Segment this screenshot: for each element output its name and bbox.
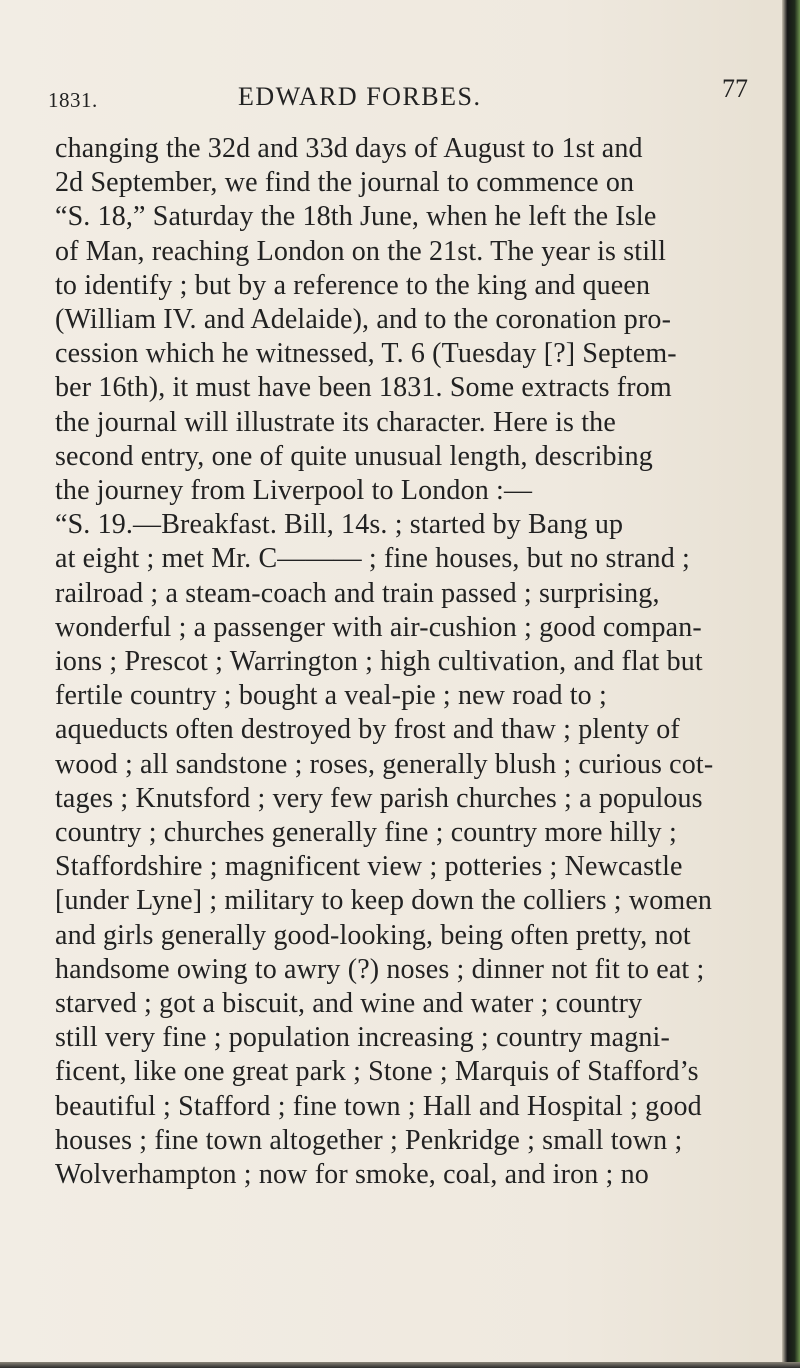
text-line: ions ; Prescot ; Warrington ; high cultivation, and flat but xyxy=(55,646,703,678)
text-line: aqueducts often destroyed by frost and thaw ; plenty of xyxy=(55,714,680,746)
page-number: 77 xyxy=(722,74,748,103)
text-line: “S. 18,” Saturday the 18th June, when he left the Isle xyxy=(55,201,657,233)
text-line: Staffordshire ; magnificent view ; potteries ; Newcastle xyxy=(55,851,683,883)
text-line: handsome owing to awry (?) noses ; dinner not fit to eat ; xyxy=(55,953,705,985)
text-line: to identify ; but by a reference to the king and queen xyxy=(55,269,651,301)
text-line: beautiful ; Stafford ; fine town ; Hall and Hospital ; good xyxy=(55,1090,702,1122)
page-header xyxy=(48,74,748,114)
text-line: Wolverhampton ; now for smoke, coal, and iron ; no xyxy=(55,1159,649,1191)
bottom-edge-shadow xyxy=(0,1362,800,1368)
text-line: “S. 19.—Breakfast. Bill, 14s. ; started by Bang up xyxy=(55,509,624,541)
text-line: houses ; fine town altogether ; Penkridge ; small town ; xyxy=(55,1124,683,1156)
text-line: the journal will illustrate its character. Here is the xyxy=(55,406,616,438)
text-line: still very fine ; population increasing ; country magni- xyxy=(55,1022,670,1054)
text-line: ficent, like one great park ; Stone ; Marquis of Stafford’s xyxy=(55,1056,699,1088)
text-line: second entry, one of quite unusual length, describing xyxy=(55,440,653,472)
text-line: of Man, reaching London on the 21st. The year is still xyxy=(55,235,667,267)
text-line: railroad ; a steam-coach and train passed ; surprising, xyxy=(55,577,660,609)
running-head-title: EDWARD FORBES. xyxy=(238,82,482,111)
text-line: starved ; got a biscuit, and wine and water ; country xyxy=(55,988,643,1020)
text-line: the journey from Liverpool to London :— xyxy=(55,475,533,507)
text-line: 2d September, we find the journal to commence on xyxy=(55,167,635,199)
text-line: country ; churches generally fine ; country more hilly ; xyxy=(55,817,677,849)
binding-edge-shadow xyxy=(782,0,800,1368)
text-line: wonderful ; a passenger with air-cushion ; good compan- xyxy=(55,611,702,643)
text-line: and girls generally good-looking, being often pretty, not xyxy=(55,919,691,951)
text-line: ber 16th), it must have been 1831. Some extracts from xyxy=(55,372,672,404)
text-line: at eight ; met Mr. C——— ; fine houses, but no strand ; xyxy=(55,543,690,575)
header-year: 1831. xyxy=(48,88,98,112)
body-text xyxy=(55,132,785,1192)
text-line: tages ; Knutsford ; very few parish churches ; a populous xyxy=(55,782,703,814)
text-line: cession which he witnessed, T. 6 (Tuesday [?] Septem- xyxy=(55,338,677,370)
text-line: changing the 32d and 33d days of August to 1st and xyxy=(55,133,643,164)
text-line: (William IV. and Adelaide), and to the coronation pro- xyxy=(55,304,672,336)
text-line: [under Lyne] ; military to keep down the colliers ; women xyxy=(55,885,713,917)
text-line: wood ; all sandstone ; roses, generally blush ; curious cot- xyxy=(55,748,714,780)
text-line: fertile country ; bought a veal-pie ; new road to ; xyxy=(55,680,607,712)
